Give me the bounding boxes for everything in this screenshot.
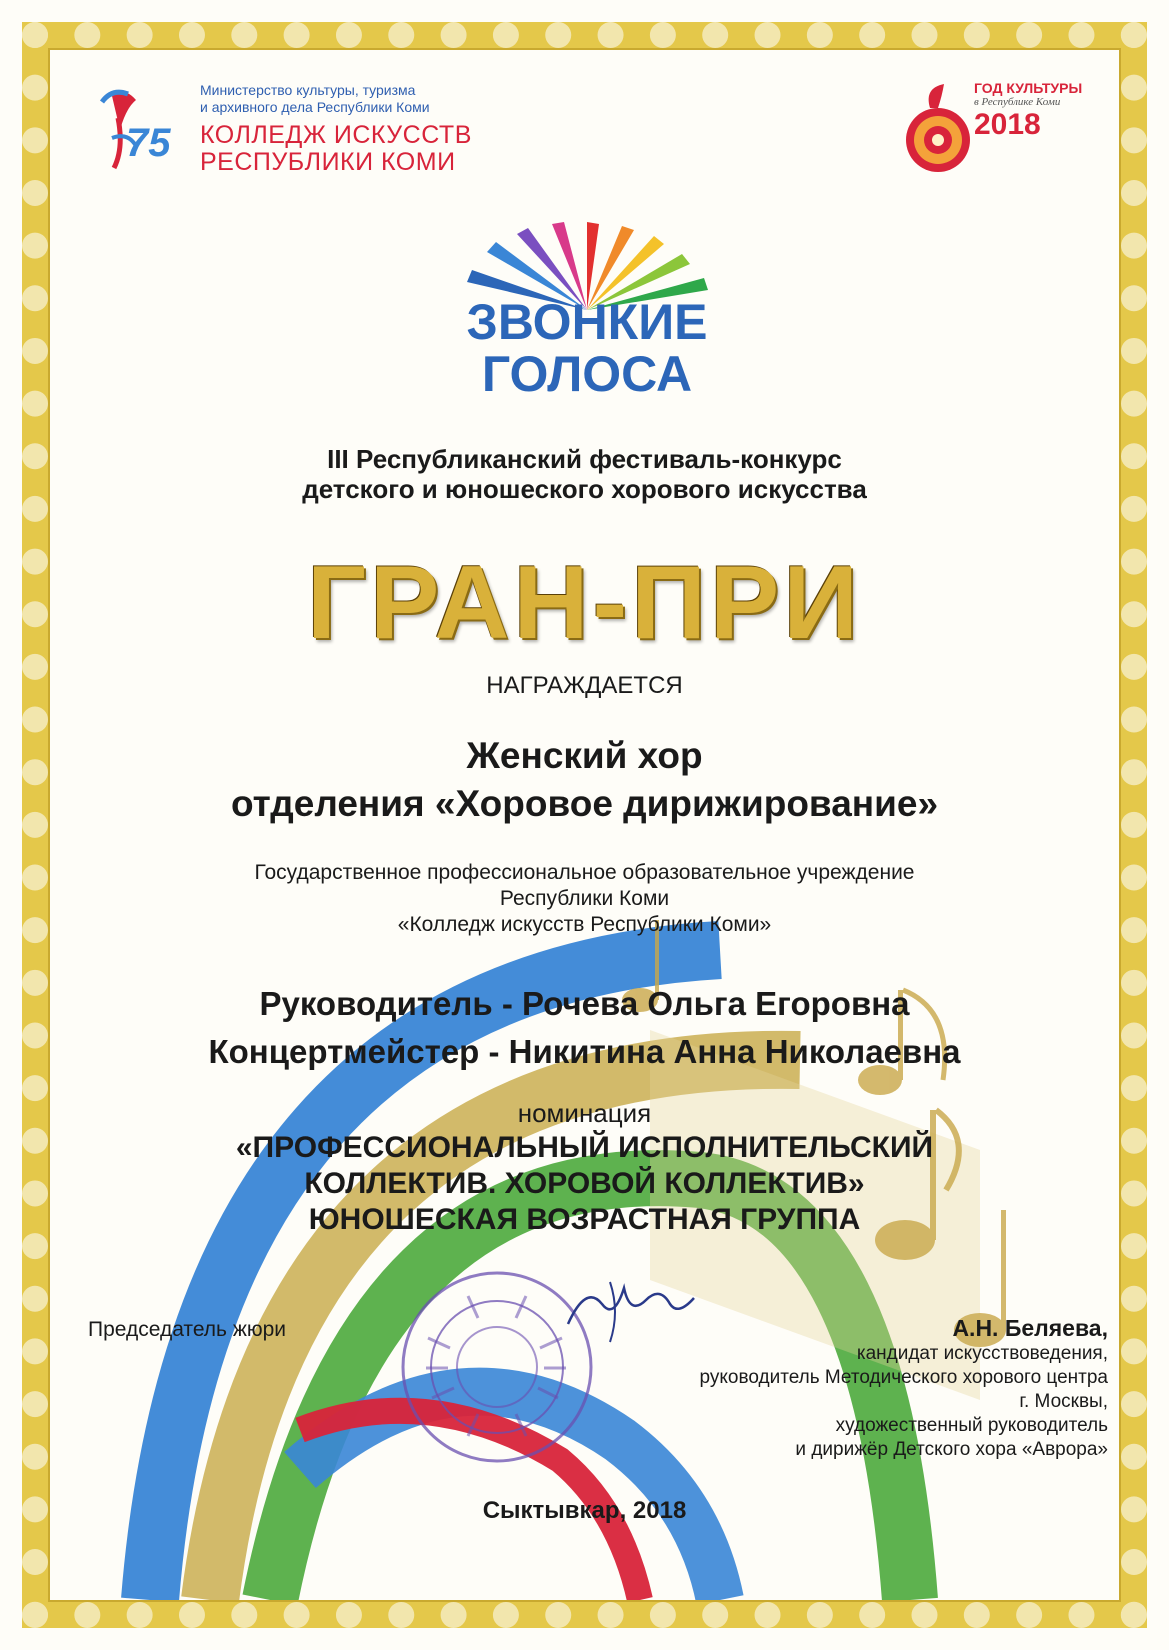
award-title: ГРАН-ПРИ: [307, 545, 862, 661]
ornament-emblem-icon: [900, 78, 980, 178]
awarded-label: НАГРАЖДАЕТСЯ: [486, 672, 683, 699]
ministry-name: Министерство культуры, туризма и архивного дела Республики Коми: [200, 82, 430, 115]
accompanist-line: Концертмейстер - Никитина Анна Николаевна: [208, 1033, 961, 1070]
jury-chair-name: А.Н. Беляева,: [952, 1315, 1108, 1341]
college-name: КОЛЛЕДЖ ИСКУССТВ РЕСПУБЛИКИ КОМИ: [200, 121, 472, 176]
jury-chair-details: А.Н. Беляева, кандидат искусствоведения, руководитель Методического хорового центра г. Москвы, художественный руководитель и дирижёр Детского хора «Аврора»: [560, 1314, 1108, 1462]
year-subtitle: в Республике Коми: [974, 96, 1061, 108]
college-number: 75: [126, 121, 171, 165]
college-logo: [92, 78, 492, 188]
staff-list: [60, 980, 1109, 1076]
nomination-label: номинация: [517, 1098, 652, 1128]
festival-subtitle: III Республиканский фестиваль-конкурс детского и юношеского хорового искусства: [302, 444, 867, 504]
leader-line: Руководитель - Рочева Ольга Егоровна: [259, 985, 910, 1022]
dancer-emblem-icon: [92, 78, 202, 188]
year-title: ГОД КУЛЬТУРЫ: [974, 80, 1083, 96]
institution-name: Государственное профессиональное образовательное учреждение Республики Коми «Колледж искусств Республики Коми»: [254, 861, 915, 936]
year-number: 2018: [974, 108, 1041, 141]
city-and-year: Сыктывкар, 2018: [482, 1497, 687, 1524]
nomination-text: «ПРОФЕССИОНАЛЬНЫЙ ИСПОЛНИТЕЛЬСКИЙ КОЛЛЕКТИВ. ХОРОВОЙ КОЛЛЕКТИВ» ЮНОШЕСКАЯ ВОЗРАСТНАЯ ГРУППА: [235, 1131, 934, 1236]
jury-chair-label: Председатель жюри: [88, 1318, 287, 1341]
recipient-name: Женский хор отделения «Хоровое дирижирование»: [230, 735, 939, 824]
year-of-culture-logo: [900, 78, 1100, 178]
festival-title: ЗВОНКИЕ ГОЛОСА: [466, 294, 708, 402]
festival-logo: [432, 222, 742, 422]
